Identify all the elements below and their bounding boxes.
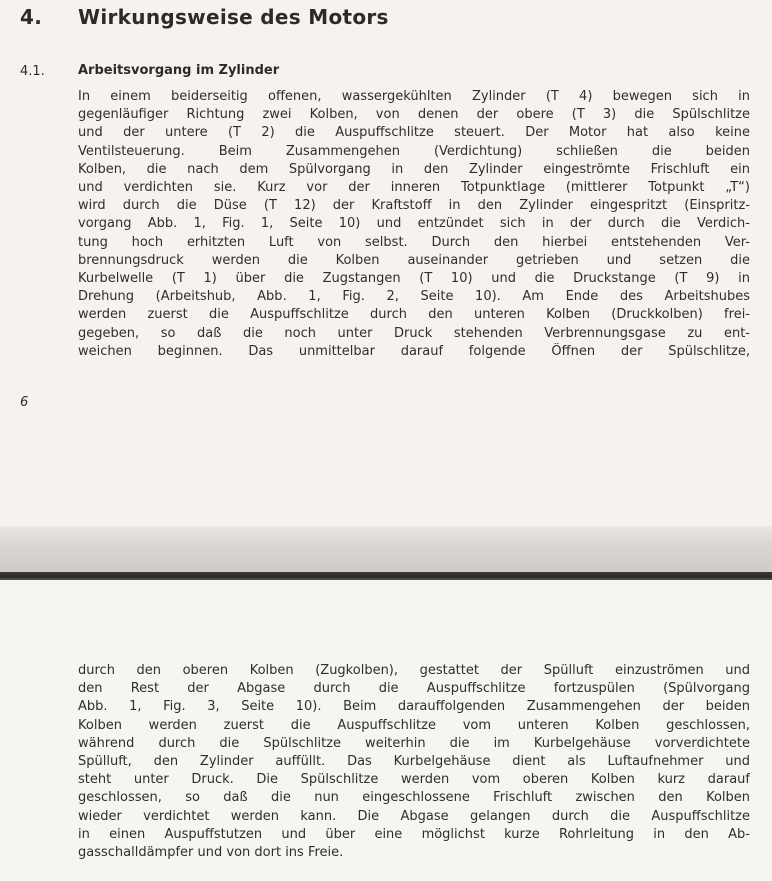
paragraph-1-line: In einem beiderseitig offenen, wassergekühlten Zylinder (T 4) bewegen sich in — [78, 89, 750, 104]
paragraph-2-line: Spülluft, den Zylinder auffüllt. Das Kurbelgehäuse dient als Luftaufnehmer und — [78, 754, 750, 770]
paragraph-1-line: und verdichten sie. Kurz vor der inneren Totpunktlage (mittlerer Totpunkt „T“) — [78, 180, 750, 196]
paragraph-1-line: und der untere (T 2) die Auspuffschlitze steuert. Der Motor hat also keine — [78, 125, 750, 141]
paragraph-1-line: gegeben, so daß die noch unter Druck stehenden Verbrennungsgase zu ent- — [78, 325, 750, 341]
paragraph-2-line: steht unter Druck. Die Spülschlitze werden vom oberen Kolben kurz darauf — [78, 772, 750, 788]
paragraph-2 — [78, 662, 750, 862]
paragraph-1-line: Ventilsteuerung. Beim Zusammengehen (Verdichtung) schließen die beiden — [78, 143, 750, 159]
paragraph-1-line: Drehung (Arbeitshub, Abb. 1, Fig. 2, Seite 10). Am Ende des Arbeitshubes — [78, 289, 750, 305]
paragraph-1-line: tung hoch erhitzten Luft von selbst. Durch den hierbei entstehenden Ver- — [78, 234, 750, 250]
paragraph-2-line: in einen Auspuffstutzen und über eine möglichst kurze Rohrleitung in den Ab- — [78, 826, 750, 842]
chapter-number: 4. — [20, 5, 43, 29]
paragraph-2-line: während durch die Spülschlitze weiterhin die im Kurbelgehäuse vorverdichtete — [78, 735, 750, 751]
paragraph-1-line: gegenläufiger Richtung zwei Kolben, von denen der obere (T 3) die Spülschlitze — [78, 107, 750, 123]
scan-shadow — [0, 526, 772, 572]
paragraph-2-line last-line: gasschalldämpfer und von dort ins Freie. — [78, 845, 344, 861]
paragraph-2-line: Abb. 1, Fig. 3, Seite 10). Beim darauffolgenden Zusammengehen der beiden — [78, 699, 750, 715]
paragraph-2-line: durch den oberen Kolben (Zugkolben), gestattet der Spülluft einzuströmen und — [78, 663, 750, 678]
paragraph-2-line: wieder verdichtet werden kann. Die Abgase gelangen durch die Auspuffschlitze — [78, 808, 750, 824]
paragraph-1 — [78, 88, 750, 361]
paragraph-1-line: vorgang Abb. 1, Fig. 1, Seite 10) und entzündet sich in der durch die Verdich- — [78, 216, 750, 232]
paragraph-1-line: wird durch die Düse (T 12) der Kraftstoff in den Zylinder eingespritzt (Einspritz- — [78, 198, 750, 214]
paragraph-1-line: brennungsdruck werden die Kolben auseinander getrieben und setzen die — [78, 252, 750, 268]
paragraph-1-line: Kurbelwelle (T 1) über die Zugstangen (T 10) und die Druckstange (T 9) in — [78, 271, 750, 287]
paragraph-2-line: geschlossen, so daß die nun eingeschlossene Frischluft zwischen den Kolben — [78, 790, 750, 806]
paragraph-1-line: werden zuerst die Auspuffschlitze durch den unteren Kolben (Druckkolben) frei- — [78, 307, 750, 323]
section-title: Arbeitsvorgang im Zylinder — [78, 63, 280, 78]
section-number: 4.1. — [20, 64, 45, 79]
paragraph-2-line: Kolben werden zuerst die Auspuffschlitze vom unteren Kolben geschlossen, — [78, 717, 750, 733]
paragraph-1-line: Kolben, die nach dem Spülvorgang in den Zylinder eingeströmte Frischluft ein — [78, 161, 750, 177]
paragraph-2-line: den Rest der Abgase durch die Auspuffschlitze fortzuspülen (Spülvorgang — [78, 681, 750, 697]
page-number: 6 — [20, 395, 29, 410]
paragraph-1-line: weichen beginnen. Das unmittelbar darauf folgende Öffnen der Spülschlitze, — [78, 343, 750, 359]
chapter-title: Wirkungsweise des Motors — [78, 5, 389, 29]
page-edge — [0, 572, 772, 580]
